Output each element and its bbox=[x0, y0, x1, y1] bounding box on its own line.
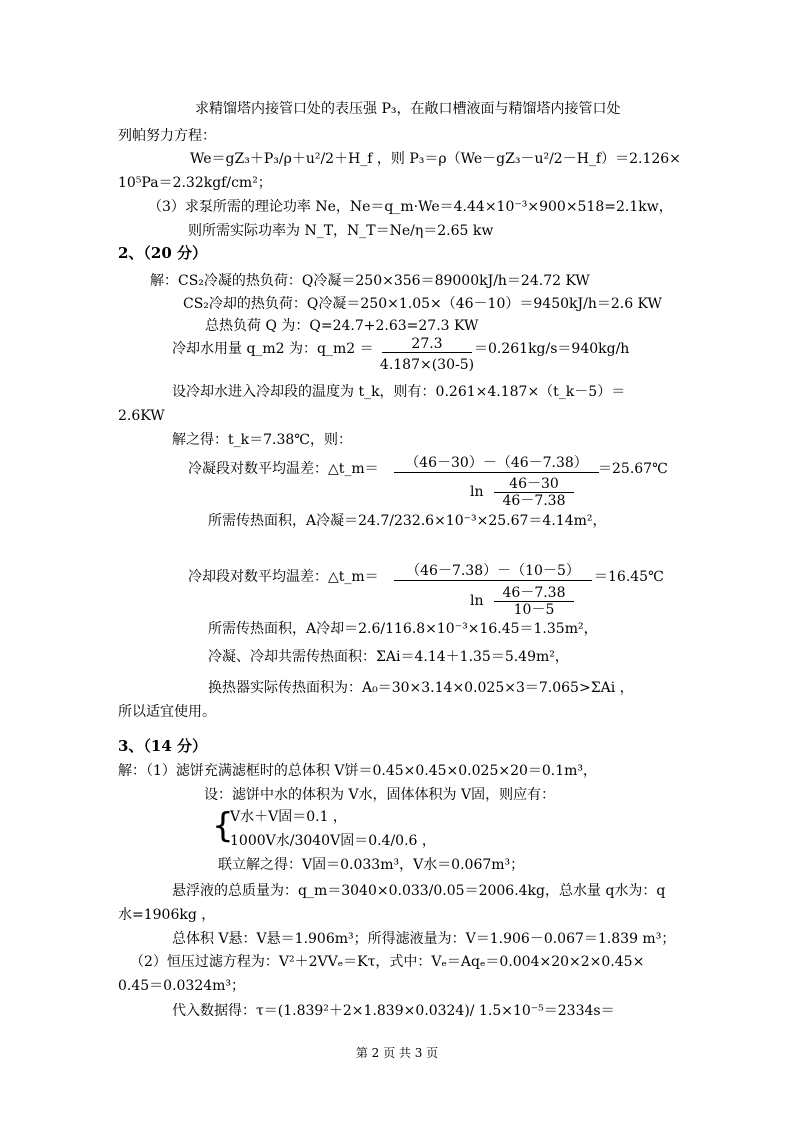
inner-denominator: 46－7.38 bbox=[502, 493, 566, 509]
inner-numerator: 46－7.38 bbox=[502, 585, 566, 601]
text-line: 解：CS₂冷凝的热负荷：Q冷凝＝250×356＝89000kJ/h＝24.72 KW bbox=[150, 273, 590, 289]
fraction-numerator: 27.3 bbox=[411, 336, 443, 352]
fraction-result: ＝25.67℃ bbox=[598, 461, 668, 477]
equation-line: We＝gZ₃＋P₃/ρ＋u²/2＋H_f ，则 P₃＝ρ（We－gZ₃－u²/2－H_f）＝2.126× bbox=[190, 151, 681, 167]
fraction-denominator: 4.187×(30-5) bbox=[379, 357, 475, 373]
fraction-numerator: （46－7.38）－（10－5） bbox=[406, 563, 580, 579]
text-line: 10⁵Pa＝2.32kgf/cm²； bbox=[118, 175, 272, 191]
fraction-bar bbox=[394, 472, 599, 473]
text-line: （3）求泵所需的理论功率 Ne，Ne＝q_m·We＝4.44×10⁻³×900×518=2.1kw， bbox=[148, 199, 673, 215]
text-line: 0.45＝0.0324m³； bbox=[118, 978, 246, 994]
ln-label: ln bbox=[470, 593, 484, 609]
ln-label: ln bbox=[470, 484, 484, 500]
text-line: 水=1906kg ， bbox=[118, 907, 216, 923]
text-line: CS₂冷却的热负荷：Q冷凝＝250×1.05×（46－10）＝9450kJ/h＝2.6 KW bbox=[183, 296, 662, 312]
text-line: 所需传热面积，A冷却＝2.6/116.8×10⁻³×16.45＝1.35m²， bbox=[208, 621, 598, 637]
equation-line: 1000V水/3040V固＝0.4/0.6 ， bbox=[230, 833, 436, 849]
text-line: 则所需实际功率为 N_T，N_T＝Ne/η＝2.65 kw bbox=[188, 223, 494, 239]
fraction-label: 冷凝段对数平均温差：△t_m＝ bbox=[188, 461, 379, 477]
fraction-bar bbox=[382, 352, 472, 353]
section-heading: 2、（20 分） bbox=[118, 244, 208, 262]
text-line: 代入数据得：τ＝(1.839²＋2×1.839×0.0324)/ 1.5×10⁻⁵＝2334s＝ bbox=[172, 1003, 615, 1019]
fraction-label: 冷却水用量 q_m2 为：q_m2 ＝ bbox=[172, 341, 374, 357]
fraction-numerator: （46－30）－（46－7.38） bbox=[405, 455, 588, 471]
text-line: 联立解之得：V固＝0.033m³，V水＝0.067m³； bbox=[218, 857, 525, 873]
text-line: （2）恒压过滤方程为：V²＋2VVₑ＝Kτ，式中：Vₑ＝Aqₑ＝0.004×20×2×0.45× bbox=[130, 954, 645, 970]
page-footer: 第 2 页 共 3 页 bbox=[355, 1046, 439, 1060]
text-line: 所以适宜使用。 bbox=[118, 704, 216, 720]
text-line: 列帕努力方程： bbox=[118, 128, 216, 144]
text-line: 解之得：t_k＝7.38℃，则： bbox=[172, 432, 352, 448]
inner-denominator: 10－5 bbox=[513, 602, 555, 618]
text-line: 设冷却水进入冷却段的温度为 t_k，则有：0.261×4.187×（t_k－5）＝ bbox=[172, 384, 626, 400]
text-line: 换热器实际传热面积为：A₀＝30×3.14×0.025×3＝7.065>ΣAi ， bbox=[208, 680, 634, 696]
equation-line: V水＋V固＝0.1 ， bbox=[230, 809, 347, 825]
section-heading: 3、（14 分） bbox=[118, 737, 208, 755]
text-line: 设：滤饼中水的体积为 V水，固体体积为 V固，则应有： bbox=[204, 787, 556, 803]
text-line: 悬浮液的总质量为：q_m＝3040×0.033/0.05＝2006.4kg，总水量 q水为：q bbox=[172, 883, 666, 899]
fraction-label: 冷却段对数平均温差：△t_m＝ bbox=[188, 569, 379, 585]
left-brace: { bbox=[212, 806, 234, 846]
fraction-result: ＝0.261kg/s＝940kg/h bbox=[474, 341, 630, 357]
fraction-result: ＝16.45℃ bbox=[594, 569, 664, 585]
fraction-bar bbox=[394, 580, 592, 581]
inner-numerator: 46－30 bbox=[509, 476, 559, 492]
text-line: 冷凝、冷却共需传热面积：ΣAi＝4.14＋1.35＝5.49m²， bbox=[208, 649, 569, 665]
text-line: 解：（1）滤饼充满滤框时的总体积 V饼＝0.45×0.45×0.025×20＝0.1m³， bbox=[118, 763, 598, 779]
text-line: 所需传热面积，A冷凝＝24.7/232.6×10⁻³×25.67＝4.14m²， bbox=[208, 513, 607, 529]
text-line: 2.6KW bbox=[118, 408, 165, 424]
text-line: 求精馏塔内接管口处的表压强 P₃，在敞口槽液面与精馏塔内接管口处 bbox=[195, 101, 621, 117]
text-line: 总体积 V悬：V悬＝1.906m³；所得滤液量为：V＝1.906－0.067＝1.839 m³； bbox=[172, 931, 676, 947]
text-line: 总热负荷 Q 为：Q=24.7+2.63=27.3 KW bbox=[205, 318, 479, 334]
